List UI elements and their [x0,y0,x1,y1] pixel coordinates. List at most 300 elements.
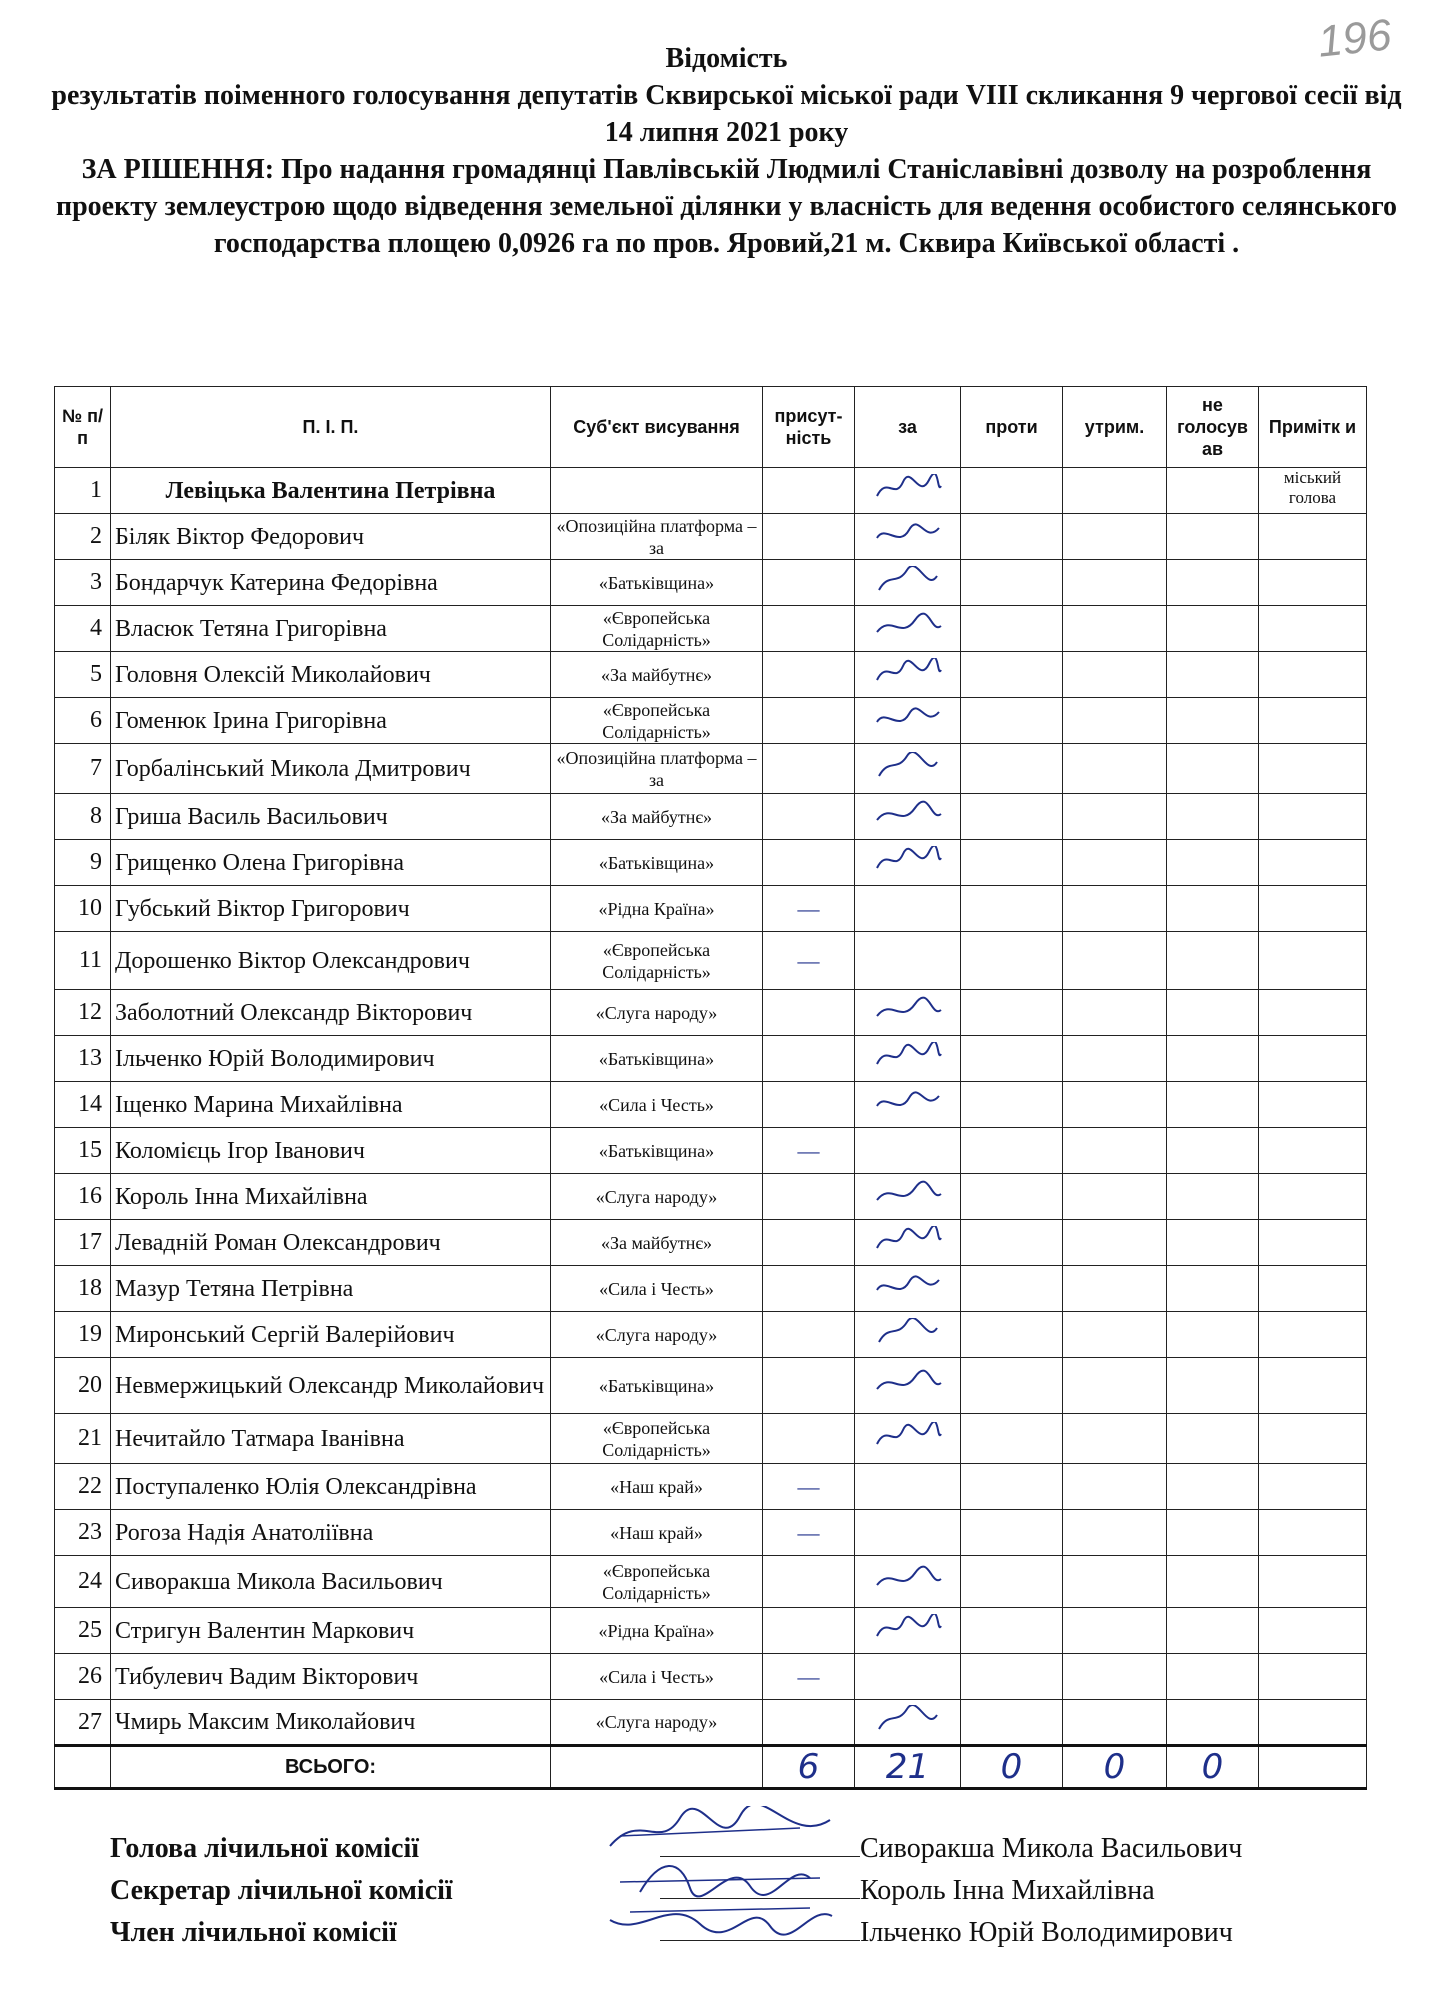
against-cell [961,1358,1063,1414]
deputy-name: Король Інна Михайлівна [111,1174,551,1220]
table-row [55,514,1367,560]
note-cell [1259,886,1367,932]
abstained-cell [1063,990,1167,1036]
note-cell [1259,652,1367,698]
row-number: 11 [55,932,111,990]
deputy-party: «Слуга народу» [551,1312,763,1358]
against-cell [961,1654,1063,1700]
deputy-name: Грищенко Олена Григорівна [111,840,551,886]
col-header-against: проти [961,387,1063,468]
row-number: 19 [55,1312,111,1358]
deputy-name: Дорошенко Віктор Олександрович [111,932,551,990]
deputy-party: «Європейська Солідарність» [551,698,763,744]
abstained-cell [1063,468,1167,514]
present-cell [763,840,855,886]
commission-role: Голова лічильної комісії [110,1833,420,1864]
present-cell [763,1556,855,1608]
for-cell [855,1358,961,1414]
table-row [55,1556,1367,1608]
deputy-party: «Наш край» [551,1510,763,1556]
signature-icon [873,1369,943,1397]
commission-member-name: Король Інна Михайлівна [860,1875,1155,1906]
row-number: 12 [55,990,111,1036]
deputy-name: Головня Олексій Миколайович [111,652,551,698]
present-cell [763,698,855,744]
for-cell [855,560,961,606]
deputy-party: «Слуга народу» [551,990,763,1036]
abstained-cell [1063,1036,1167,1082]
against-cell [961,514,1063,560]
note-cell [1259,514,1367,560]
row-number: 25 [55,1608,111,1654]
total-label: ВСЬОГО: [111,1746,551,1789]
deputy-name: Тибулевич Вадим Вікторович [111,1654,551,1700]
present-cell [763,990,855,1036]
not-voted-cell [1167,1220,1259,1266]
row-number: 16 [55,1174,111,1220]
present-cell [763,652,855,698]
against-cell [961,698,1063,744]
table-row [55,652,1367,698]
against-cell [961,886,1063,932]
for-cell [855,840,961,886]
against-cell [961,840,1063,886]
not-voted-cell [1167,744,1259,794]
deputy-name: Сиворакша Микола Васильович [111,1556,551,1608]
row-number: 8 [55,794,111,840]
for-cell [855,886,961,932]
note-cell [1259,560,1367,606]
signature-icon [873,658,943,686]
deputy-party: «Європейська Солідарність» [551,932,763,990]
note-cell [1259,698,1367,744]
not-voted-cell [1167,1036,1259,1082]
signature-icon [873,1226,943,1254]
abstained-cell [1063,932,1167,990]
note-cell [1259,1358,1367,1414]
signature-icon [873,1565,943,1593]
row-number: 2 [55,514,111,560]
note-cell [1259,1128,1367,1174]
against-cell [961,1220,1063,1266]
deputy-name: Губський Віктор Григорович [111,886,551,932]
table-row [55,1608,1367,1654]
deputy-party: «Рідна Країна» [551,1608,763,1654]
row-number: 4 [55,606,111,652]
for-cell [855,1220,961,1266]
present-cell [763,1358,855,1414]
row-number: 15 [55,1128,111,1174]
not-voted-cell [1167,1082,1259,1128]
signature-icon [873,704,943,732]
row-number: 9 [55,840,111,886]
for-cell [855,1608,961,1654]
deputy-party: «За майбутнє» [551,652,763,698]
total-notes-cell [1259,1746,1367,1789]
present-cell [763,1700,855,1746]
deputy-name: Коломієць Ігор Іванович [111,1128,551,1174]
note-cell [1259,840,1367,886]
abstained-cell [1063,1414,1167,1464]
for-cell [855,1654,961,1700]
document-title: Відомість [665,43,788,74]
deputy-party: «Європейська Солідарність» [551,606,763,652]
note-cell [1259,794,1367,840]
abstained-cell [1063,1608,1167,1654]
deputy-party: «Наш край» [551,1464,763,1510]
present-cell [763,1220,855,1266]
present-cell [763,606,855,652]
present-cell [763,1414,855,1464]
deputy-party [551,468,763,514]
not-voted-cell [1167,1414,1259,1464]
signature-icon [873,1272,943,1300]
against-cell [961,932,1063,990]
deputy-party: «За майбутнє» [551,794,763,840]
signature-icon [873,846,943,874]
signature-line [660,1910,860,1941]
col-header-not-voted: не голосув ав [1167,387,1259,468]
abstained-cell [1063,840,1167,886]
row-number: 27 [55,1700,111,1746]
for-cell [855,1414,961,1464]
not-voted-cell [1167,652,1259,698]
table-row [55,1082,1367,1128]
row-number: 20 [55,1358,111,1414]
deputy-party: «Слуга народу» [551,1700,763,1746]
against-cell [961,1036,1063,1082]
signature-icon [873,474,943,502]
signature-icon [873,1422,943,1450]
col-header-name: П. І. П. [111,387,551,468]
deputy-party: «Сила і Честь» [551,1082,763,1128]
abstained-cell [1063,560,1167,606]
table-row [55,886,1367,932]
deputy-name: Біляк Віктор Федорович [111,514,551,560]
for-cell [855,1312,961,1358]
not-voted-cell [1167,932,1259,990]
for-cell [855,1700,961,1746]
deputy-party: «Європейська Солідарність» [551,1414,763,1464]
table-row [55,698,1367,744]
not-voted-cell [1167,990,1259,1036]
abstained-cell [1063,794,1167,840]
signature-icon [873,1088,943,1116]
abstained-cell [1063,886,1167,932]
document-header [40,40,1413,262]
against-cell [961,652,1063,698]
signature-icon [600,1890,840,1942]
note-cell [1259,1700,1367,1746]
deputy-name: Рогоза Надія Анатоліївна [111,1510,551,1556]
table-row [55,990,1367,1036]
table-row [55,1174,1367,1220]
signature-icon [873,1180,943,1208]
not-voted-cell [1167,794,1259,840]
deputy-party: «Слуга народу» [551,1174,763,1220]
table-row [55,1266,1367,1312]
deputy-name: Нечитайло Татмара Іванівна [111,1414,551,1464]
against-cell [961,990,1063,1036]
col-header-num: № п/п [55,387,111,468]
deputy-name: Ільченко Юрій Володимирович [111,1036,551,1082]
deputy-party: «Батьківщина» [551,1128,763,1174]
against-cell [961,1174,1063,1220]
against-cell [961,744,1063,794]
signature-icon [873,800,943,828]
deputy-party: «Сила і Честь» [551,1654,763,1700]
for-cell [855,1036,961,1082]
present-cell: — [763,1654,855,1700]
for-cell [855,1464,961,1510]
against-cell [961,1082,1063,1128]
note-cell [1259,1654,1367,1700]
against-cell [961,1556,1063,1608]
for-cell [855,990,961,1036]
row-number: 10 [55,886,111,932]
deputy-party: «Опозиційна платформа – за [551,514,763,560]
table-header-row [55,387,1367,468]
col-header-abstained: утрим. [1063,387,1167,468]
table-row [55,744,1367,794]
against-cell [961,468,1063,514]
signature-icon [873,612,943,640]
not-voted-cell [1167,1266,1259,1312]
row-number: 26 [55,1654,111,1700]
for-cell [855,514,961,560]
table-row [55,840,1367,886]
note-cell: міський голова [1259,468,1367,514]
signature-icon [873,996,943,1024]
for-cell [855,1174,961,1220]
present-cell [763,560,855,606]
for-cell [855,1082,961,1128]
abstained-cell [1063,1700,1167,1746]
row-number: 21 [55,1414,111,1464]
table-row [55,1220,1367,1266]
total-present: 6 [763,1746,855,1789]
against-cell [961,1464,1063,1510]
signature-icon [873,566,943,594]
against-cell [961,1700,1063,1746]
present-cell: — [763,1464,855,1510]
for-cell [855,932,961,990]
table-row [55,1654,1367,1700]
row-number: 5 [55,652,111,698]
abstained-cell [1063,1312,1167,1358]
row-number: 24 [55,1556,111,1608]
present-cell [763,1266,855,1312]
deputy-name: Стригун Валентин Маркович [111,1608,551,1654]
not-voted-cell [1167,1556,1259,1608]
commission-role: Секретар лічильної комісії [110,1875,453,1906]
for-cell [855,794,961,840]
decision-text: ЗА РІШЕННЯ: Про надання громадянці Павлівській Людмилі Станіславівні дозволу на розроблення проекту землеустрою щодо відведення земельної ділянки у власність для ведення особистого селянського господарства площею 0,0926 га по пров. Яровий,21 м. Сквира Київської області . [55,154,1398,259]
total-party-cell [551,1746,763,1789]
deputy-party: «Опозиційна платформа – за [551,744,763,794]
abstained-cell [1063,1220,1167,1266]
deputy-name: Гоменюк Ірина Григорівна [111,698,551,744]
for-cell [855,698,961,744]
deputy-party: «За майбутнє» [551,1220,763,1266]
abstained-cell [1063,1510,1167,1556]
table-row [55,1510,1367,1556]
not-voted-cell [1167,1700,1259,1746]
total-for: 21 [855,1746,961,1789]
table-row [55,1464,1367,1510]
col-header-party: Суб'єкт висування [551,387,763,468]
table-row [55,1700,1367,1746]
deputy-name: Мазур Тетяна Петрівна [111,1266,551,1312]
page-number: 196 [1315,10,1394,67]
note-cell [1259,1464,1367,1510]
not-voted-cell [1167,1654,1259,1700]
abstained-cell [1063,1082,1167,1128]
commission-block [110,1826,1310,1952]
note-cell [1259,1556,1367,1608]
abstained-cell [1063,1358,1167,1414]
for-cell [855,606,961,652]
against-cell [961,606,1063,652]
abstained-cell [1063,514,1167,560]
table-row [55,794,1367,840]
total-not-voted: 0 [1167,1746,1259,1789]
for-cell [855,468,961,514]
not-voted-cell [1167,1128,1259,1174]
not-voted-cell [1167,1464,1259,1510]
row-number: 1 [55,468,111,514]
commission-member-name: Сиворакша Микола Васильович [860,1833,1243,1864]
deputy-name: Чмирь Максим Миколайович [111,1700,551,1746]
deputy-name: Заболотний Олександр Вікторович [111,990,551,1036]
document-subtitle: результатів поіменного голосування депутатів Сквирської міської ради VIII скликання 9 чергової сесії від 14 липня 2021 року [51,80,1402,148]
note-cell [1259,1036,1367,1082]
for-cell [855,1128,961,1174]
deputy-party: «Батьківщина» [551,560,763,606]
against-cell [961,1266,1063,1312]
total-empty-cell [55,1746,111,1789]
commission-role: Член лічильної комісії [110,1917,397,1948]
signature-icon [873,1318,943,1346]
note-cell [1259,606,1367,652]
col-header-present: присут-ність [763,387,855,468]
table-row [55,1128,1367,1174]
not-voted-cell [1167,468,1259,514]
present-cell: — [763,1128,855,1174]
note-cell [1259,1220,1367,1266]
note-cell [1259,744,1367,794]
for-cell [855,1266,961,1312]
not-voted-cell [1167,1608,1259,1654]
deputy-party: «Батьківщина» [551,840,763,886]
note-cell [1259,1266,1367,1312]
total-against: 0 [961,1746,1063,1789]
present-cell [763,1312,855,1358]
voting-table [54,386,1367,1790]
present-cell [763,794,855,840]
deputy-party: «Європейська Солідарність» [551,1556,763,1608]
against-cell [961,794,1063,840]
deputy-name: Миронський Сергій Валерійович [111,1312,551,1358]
commission-member-name: Ільченко Юрій Володимирович [860,1917,1233,1948]
abstained-cell [1063,1174,1167,1220]
row-number: 18 [55,1266,111,1312]
col-header-for: за [855,387,961,468]
present-cell [763,514,855,560]
total-row [55,1746,1367,1789]
abstained-cell [1063,606,1167,652]
signature-icon [873,1705,943,1733]
deputy-party: «Рідна Країна» [551,886,763,932]
total-abstained: 0 [1063,1746,1167,1789]
note-cell [1259,1174,1367,1220]
for-cell [855,652,961,698]
abstained-cell [1063,1654,1167,1700]
not-voted-cell [1167,1358,1259,1414]
table-row [55,1414,1367,1464]
for-cell [855,1510,961,1556]
signature-icon [873,520,943,548]
note-cell [1259,932,1367,990]
table-row [55,1312,1367,1358]
present-cell [763,1174,855,1220]
present-cell: — [763,932,855,990]
not-voted-cell [1167,560,1259,606]
not-voted-cell [1167,514,1259,560]
abstained-cell [1063,1464,1167,1510]
not-voted-cell [1167,1510,1259,1556]
note-cell [1259,1312,1367,1358]
signature-icon [873,752,943,780]
abstained-cell [1063,698,1167,744]
for-cell [855,1556,961,1608]
signature-icon [873,1042,943,1070]
against-cell [961,1510,1063,1556]
row-number: 23 [55,1510,111,1556]
abstained-cell [1063,652,1167,698]
present-cell: — [763,886,855,932]
row-number: 22 [55,1464,111,1510]
deputy-name: Левіцька Валентина Петрівна [111,468,551,514]
not-voted-cell [1167,1312,1259,1358]
deputy-name: Поступаленко Юлія Олександрівна [111,1464,551,1510]
for-cell [855,744,961,794]
deputy-party: «Батьківщина» [551,1036,763,1082]
table-row [55,1358,1367,1414]
note-cell [1259,1608,1367,1654]
present-cell: — [763,1510,855,1556]
deputy-name: Власюк Тетяна Григорівна [111,606,551,652]
deputy-name: Невмержицький Олександр Миколайович [111,1358,551,1414]
deputy-party: «Батьківщина» [551,1358,763,1414]
against-cell [961,1312,1063,1358]
not-voted-cell [1167,840,1259,886]
row-number: 17 [55,1220,111,1266]
table-row [55,606,1367,652]
deputy-name: Горбалінський Микола Дмитрович [111,744,551,794]
against-cell [961,560,1063,606]
abstained-cell [1063,744,1167,794]
row-number: 3 [55,560,111,606]
present-cell [763,1082,855,1128]
note-cell [1259,1082,1367,1128]
deputy-name: Левадній Роман Олександрович [111,1220,551,1266]
present-cell [763,744,855,794]
row-number: 14 [55,1082,111,1128]
table-row [55,468,1367,514]
table-row [55,560,1367,606]
against-cell [961,1608,1063,1654]
